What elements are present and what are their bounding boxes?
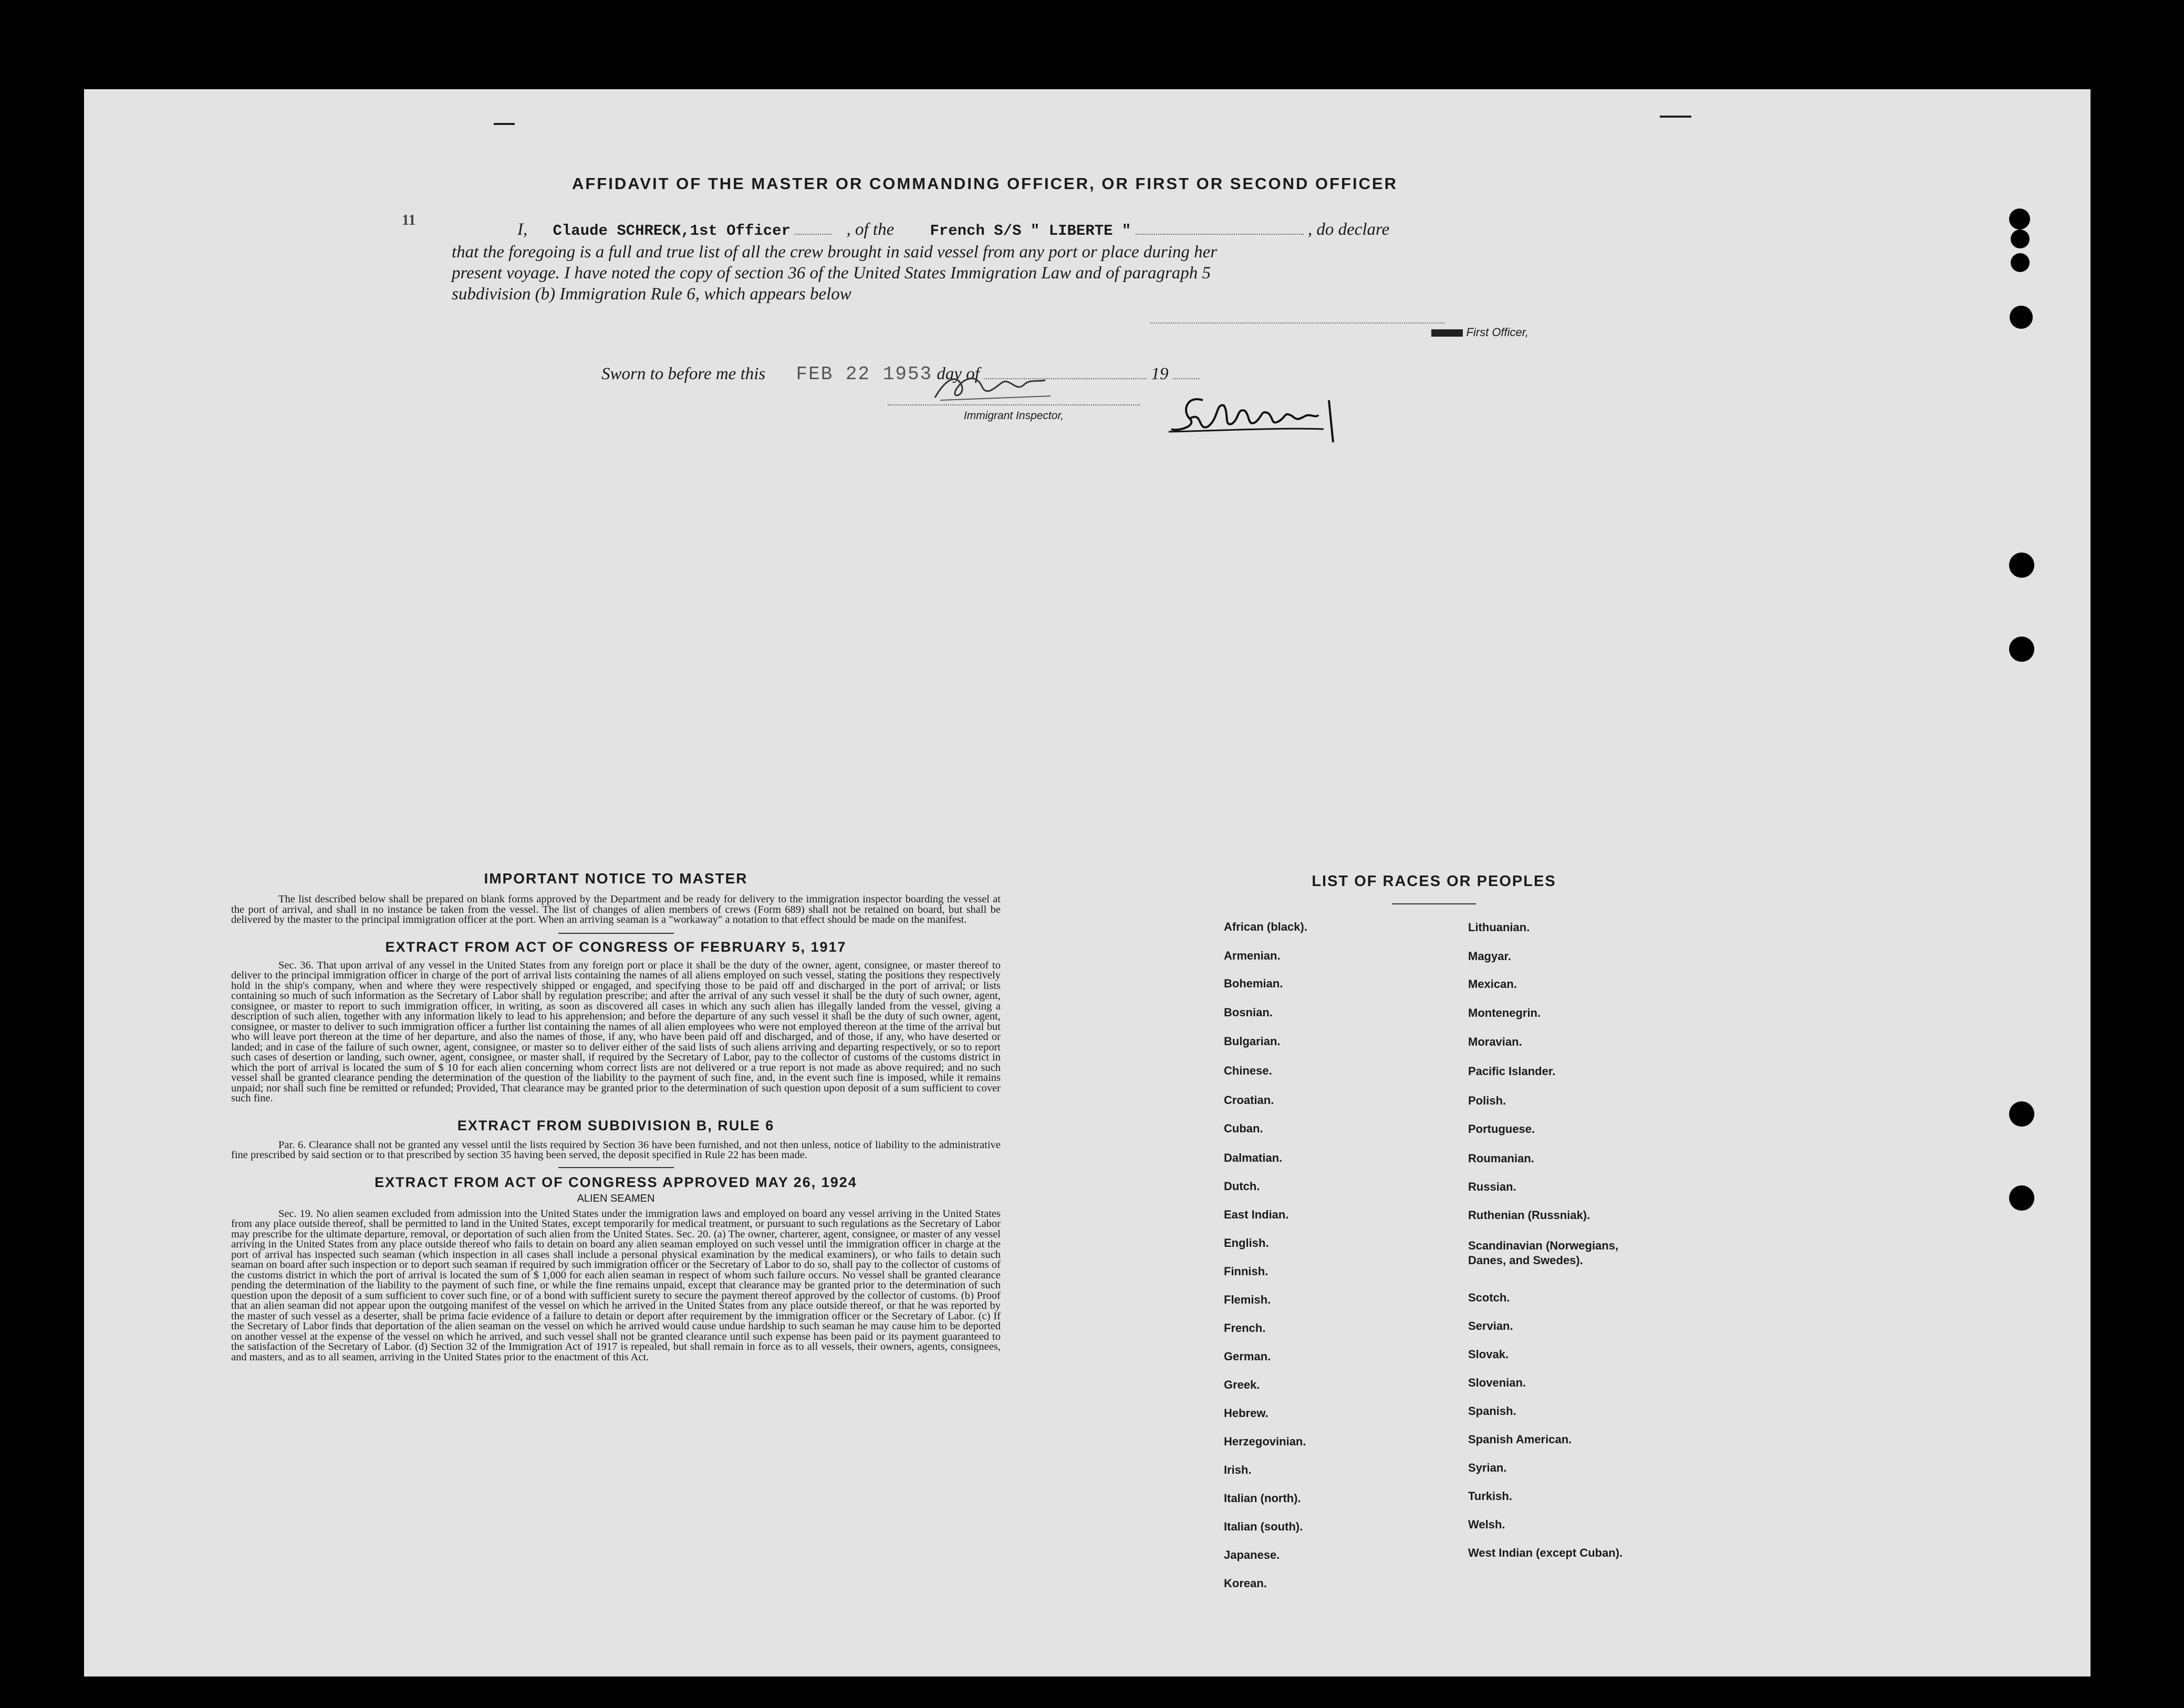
race-list-item: Bulgarian. bbox=[1224, 1035, 1281, 1048]
punch-hole bbox=[2009, 637, 2034, 662]
race-list-item: Roumanian. bbox=[1468, 1152, 1534, 1165]
race-list-item: Turkish. bbox=[1468, 1490, 1512, 1503]
race-list-item: Dutch. bbox=[1224, 1180, 1260, 1193]
race-list-item: East Indian. bbox=[1224, 1208, 1289, 1221]
strikeout-mark bbox=[1431, 329, 1463, 337]
race-list-item: Syrian. bbox=[1468, 1461, 1507, 1474]
name-blank bbox=[795, 219, 831, 235]
extract-1924-body: Sec. 19. No alien seamen excluded from admission into the United States under the immigration laws and employed on board any vessel arriving in the United States from any place outside thereof, shall be permitted to land in the United States, except temporarily for medical treatment, or pursuant to such regulations as the Secretary of Labor may prescribe for the ultimate departure, removal, or deportation of such alien from the United States. Sec. 20. (a) The owner, charterer, agent, consignee, or master of any vessel arriving in the United States from any place outside thereof who fails to detain on board any alien seaman employed on such vessel until the immigration officer in charge at the port of arrival has inspected such seaman (which inspection in all cases shall include a personal physical examination by the medical examiners), or who fails to detain such seaman on board after such inspection or to deport such seaman if required by such immigration officer or the Secretary of Labor to do so, shall pay to the collector of customs of the customs district in which the port of arrival is located the sum of $ 1,000 for each alien seaman in respect of whom such failure occurs. No vessel shall be granted clearance pending the determination of the liability to the payment of such fine, or while the fine remains unpaid, except that clearance may be granted prior to the determination of such question upon the deposit of a sum sufficient to cover such fine, or of a bond with sufficient surety to secure the payment thereof approved by the collector of customs. (b) Proof that an alien seaman did not appear upon the outgoing manifest of the vessel on which he arrived in the United States from any place outside thereof, or that he was reported by the master of such vessel as a deserter, shall be prima facie evidence of a failure to detain or deport after requirement by the immigration officer or the Secretary of Labor. (c) If the Secretary of Labor finds that deportation of the alien seaman on the vessel on which he arrived would cause undue hardship to such seaman he may cause him to be deported on another vessel at the expense of the vessel on which he arrived, and such vessel shall not be granted clearance until such expense has been paid or its payment guaranteed to the satisfaction of the Secretary of Labor. (d) Section 32 of the Immigration Act of 1917 is repealed, but shall remain in force as to all vessels, their owners, agents, consignees, and masters, and as to all seamen, arriving in the United States prior to the enactment of this Act. bbox=[231, 1207, 1001, 1363]
race-list-item: Irish. bbox=[1224, 1463, 1252, 1476]
declaration-line-2: that the foregoing is a full and true list of all the crew brought in said vessel from any port or place during her bbox=[452, 243, 1218, 262]
declaration-block bbox=[452, 219, 1528, 305]
race-list-item: Korean. bbox=[1224, 1577, 1267, 1590]
punch-hole bbox=[2009, 553, 2034, 578]
sworn-text: Sworn to before me this bbox=[601, 364, 766, 383]
race-list-item: Portuguese. bbox=[1468, 1122, 1535, 1136]
extract-1924-subtitle: ALIEN SEAMEN bbox=[577, 1192, 655, 1204]
punch-hole bbox=[2009, 1185, 2034, 1211]
race-list-item: Ruthenian (Russniak). bbox=[1468, 1209, 1590, 1222]
race-list-item: Moravian. bbox=[1468, 1035, 1522, 1048]
race-list-item: Scandinavian (Norwegians, Danes, and Swedes). bbox=[1468, 1239, 1619, 1267]
extract-rule6-title: EXTRACT FROM SUBDIVISION B, RULE 6 bbox=[457, 1117, 775, 1133]
day-of-label: day of bbox=[937, 364, 980, 383]
race-list-item: Croatian. bbox=[1224, 1093, 1274, 1107]
race-list-item: Bosnian. bbox=[1224, 1006, 1273, 1019]
of-the-label: , of the bbox=[846, 220, 895, 239]
inspector-label: Immigrant Inspector, bbox=[888, 404, 1140, 422]
margin-mark: 11 bbox=[402, 212, 416, 228]
race-list-item: Spanish. bbox=[1468, 1404, 1516, 1418]
race-list-item: Dalmatian. bbox=[1224, 1151, 1283, 1164]
punch-hole bbox=[2011, 230, 2030, 248]
date-stamp: FEB 22 1953 bbox=[796, 363, 933, 385]
punch-hole bbox=[2010, 306, 2033, 329]
section-divider bbox=[558, 1167, 674, 1168]
year-blank bbox=[1173, 363, 1199, 379]
races-left-column bbox=[1224, 920, 1455, 1666]
race-list-item: Pacific Islander. bbox=[1468, 1065, 1556, 1078]
year-label: 19 bbox=[1151, 364, 1169, 383]
races-right-column bbox=[1468, 920, 1710, 1666]
extract-1917-body: Sec. 36. That upon arrival of any vessel in the United States from any foreign port or place it shall be the duty of the owner, agent, consignee, or master thereof to deliver to the principal immigration officer in charge of the port of arrival lists containing the names of all aliens employed on such vessel, stating the positions they respectively hold in the ship's company, when and where they were respectively shipped or engaged, and specifying those to be paid off and discharged in the port of arrival; or lists containing so much of such information as the Secretary of Labor shall by regulation prescribe; and after the arrival of any such vessel it shall be the duty of such owner, agent, consignee, or master to report to such immigration officer, in writing, as soon as discovered all cases in which any such alien has illegally landed from the vessel, giving a description of such alien, together with any information likely to lead to his apprehension; and before the departure of any such vessel it shall be the duty of such owner, agent, consignee, or master to deliver to such immigration officer a further list containing the names of all alien employees who were not employed thereon at the time of the arrival but who will leave port thereon at the time of her departure, and also the names of those, if any, who have been paid off and discharged, and of those, if any, who have deserted or landed; and in case of the failure of such owner, agent, consignee, or master so to deliver either of the said lists of such aliens arriving and departing respectively, or so to report such cases of desertion or landing, such owner, agent, consignee, or master shall, if required by the Secretary of Labor, pay to the collector of customs of the customs district in which the port of arrival is located the sum of $ 10 for each alien concerning whom correct lists are not delivered or a true report is not made as above required; and no such vessel shall be granted clearance pending the determination of the question of the liability to the payment of such fine, and, in the event such fine is imposed, while it remains unpaid; nor shall such fine be remitted or refunded; Provided, That clearance may be granted prior to the determination of such question upon deposit of a sum sufficient to cover such fine. bbox=[231, 959, 1001, 1104]
race-list-item: Spanish American. bbox=[1468, 1433, 1572, 1446]
race-list-item: Mexican. bbox=[1468, 977, 1517, 991]
race-list-item: Servian. bbox=[1468, 1319, 1513, 1332]
document-page bbox=[84, 89, 2091, 1676]
scan-speck bbox=[1660, 116, 1691, 118]
officer-signature-rule bbox=[1150, 322, 1444, 324]
race-list-item: Bohemian. bbox=[1224, 977, 1283, 990]
race-list-item: Greek. bbox=[1224, 1378, 1260, 1391]
extract-1917-title: EXTRACT FROM ACT OF CONGRESS OF FEBRUARY 5, 1917 bbox=[385, 939, 847, 955]
race-list-item: Slovak. bbox=[1468, 1348, 1509, 1361]
declaration-i: I, bbox=[517, 220, 528, 239]
vessel-name: French S/S " LIBERTE " bbox=[930, 222, 1131, 239]
race-list-item: German. bbox=[1224, 1350, 1271, 1363]
notice-title: IMPORTANT NOTICE TO MASTER bbox=[484, 870, 748, 887]
race-list-item: Finnish. bbox=[1224, 1265, 1268, 1278]
race-list-item: Flemish. bbox=[1224, 1293, 1271, 1306]
race-list-item: Russian. bbox=[1468, 1180, 1516, 1193]
race-list-item: Chinese. bbox=[1224, 1064, 1272, 1077]
race-list-item: Magyar. bbox=[1468, 950, 1511, 963]
officer-name: Claude SCHRECK,1st Officer bbox=[553, 222, 791, 239]
race-list-item: Armenian. bbox=[1224, 949, 1281, 962]
inspector-signature bbox=[924, 369, 1061, 405]
vessel-blank bbox=[1136, 219, 1304, 235]
race-list-item: Welsh. bbox=[1468, 1518, 1505, 1531]
officer-title-line bbox=[1161, 326, 1528, 339]
declaration-line-4: subdivision (b) Immigration Rule 6, which appears below bbox=[452, 285, 851, 304]
punch-hole bbox=[2011, 253, 2030, 272]
race-list-item: Montenegrin. bbox=[1468, 1006, 1541, 1019]
race-list-item: Slovenian. bbox=[1468, 1376, 1526, 1389]
notice-section bbox=[231, 870, 1001, 1362]
race-list-item: West Indian (except Cuban). bbox=[1468, 1546, 1623, 1559]
race-list-item: Lithuanian. bbox=[1468, 921, 1530, 934]
race-list-item: English. bbox=[1224, 1236, 1269, 1249]
race-list-item: Herzegovinian. bbox=[1224, 1435, 1306, 1448]
affidavit-title: AFFIDAVIT OF THE MASTER OR COMMANDING OFFICER, OR FIRST OR SECOND OFFICER bbox=[571, 174, 1398, 193]
notice-body: The list described below shall be prepared on blank forms approved by the Department and be ready for delivery to the immigration inspector boarding the vessel at the port of arrival, and shall in no instance be taken from the vessel. The list of changes of alien members of crews (Form 689) shall not be retained on board, but shall be delivered by the master to the principal immigration officer at the port. When an arriving seaman is a "workaway" a notation to that effect should be made on the manifest. bbox=[231, 893, 1001, 925]
race-list-item: Italian (south). bbox=[1224, 1520, 1303, 1533]
extract-rule6-body: Par. 6. Clearance shall not be granted any vessel until the lists required by Section 36 have been furnished, and not then unless, notice of liability to the administrative fine prescribed by said section or to that prescribed by section 35 having been served, the deposit specified in Rule 22 has been made. bbox=[231, 1139, 1001, 1161]
races-title: LIST OF RACES OR PEOPLES bbox=[1312, 873, 1556, 890]
race-list-item: Cuban. bbox=[1224, 1122, 1263, 1135]
race-list-item: African (black). bbox=[1224, 920, 1307, 933]
punch-hole bbox=[2009, 209, 2030, 230]
do-declare-label: , do declare bbox=[1307, 220, 1390, 239]
extract-1924-title: EXTRACT FROM ACT OF CONGRESS APPROVED MAY 26, 1924 bbox=[375, 1174, 857, 1190]
declaration-line-3: present voyage. I have noted the copy of section 36 of the United States Immigration Law and of paragraph 5 bbox=[452, 264, 1211, 283]
race-list-item: Polish. bbox=[1468, 1094, 1506, 1107]
race-list-item: Italian (north). bbox=[1224, 1492, 1301, 1505]
officer-signature bbox=[1166, 390, 1366, 447]
race-list-item: Scotch. bbox=[1468, 1291, 1510, 1304]
races-divider bbox=[1392, 903, 1476, 904]
declaration-line-1 bbox=[452, 219, 1528, 242]
race-list-item: Hebrew. bbox=[1224, 1407, 1268, 1420]
race-list-item: Japanese. bbox=[1224, 1548, 1280, 1561]
section-divider bbox=[558, 933, 674, 934]
punch-hole bbox=[2009, 1101, 2034, 1127]
first-officer-label: First Officer, bbox=[1466, 326, 1528, 339]
scan-speck bbox=[494, 123, 515, 125]
race-list-item: French. bbox=[1224, 1321, 1266, 1335]
